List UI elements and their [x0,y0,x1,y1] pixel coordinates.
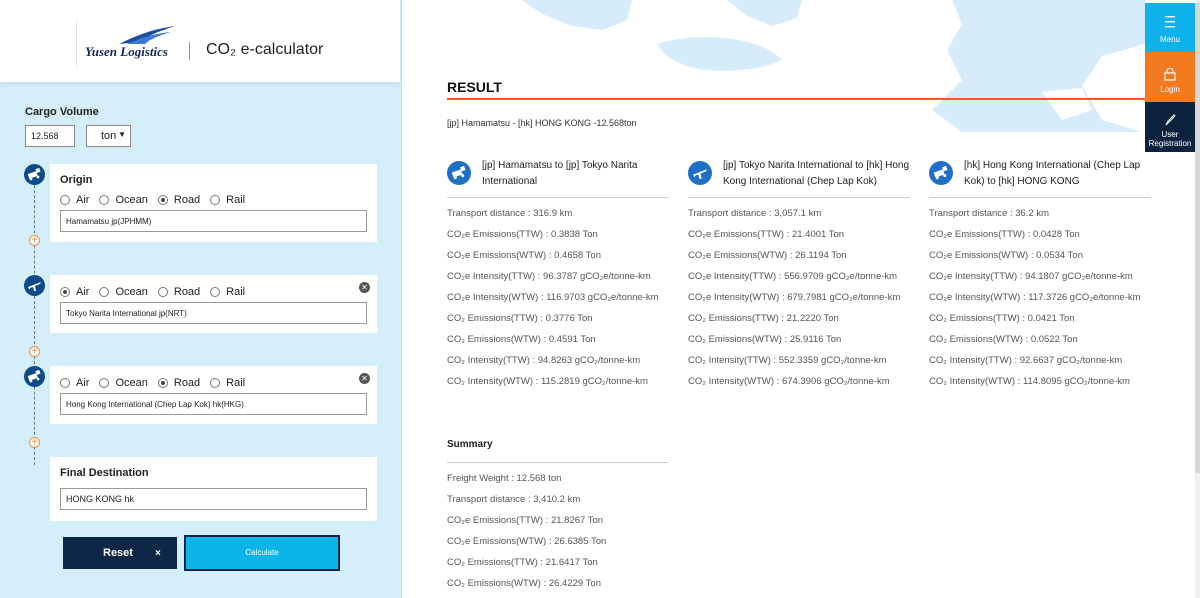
yusen-logo[interactable] [76,20,186,68]
metric-item: CO₂e Intensity(TTW) : 556.9709 gCO₂e/tonne-km [688,271,898,282]
airplane-icon [688,161,712,185]
scrollbar[interactable] [1195,0,1200,598]
leg-title: [hk] Hong Kong International (Chep Lap Kok) to [hk] HONG KONG [964,160,1141,187]
leg-result-3 [929,158,1151,398]
add-stop-button[interactable]: + [29,437,40,448]
leg-metrics [447,209,669,387]
truck-icon [929,161,953,185]
summary-divider [447,462,668,463]
scrollbar-thumb[interactable] [1195,3,1200,473]
metric-item: CO₂ Intensity(TTW) : 92.6637 gCO₂/tonne-km [929,355,1123,366]
destination-location-input[interactable]: HONG KONG hk [60,488,367,510]
metric-item: CO₂ Intensity(WTW) : 115.2819 gCO₂/tonne-km [447,376,648,387]
stop2-location-input[interactable]: Hong Kong International (Chep Lap Kok) hk(HKG) [60,393,367,415]
reset-label: Reset [103,547,133,559]
metric-item: CO₂e Intensity(WTW) : 679.7981 gCO₂e/tonne-km [688,292,901,303]
mode-road-radio[interactable]: Road [158,194,200,206]
mode-road-radio[interactable]: Road [158,377,200,389]
pen-icon [1145,114,1195,126]
header-divider [189,42,190,60]
destination-card [50,457,377,521]
airplane-icon [24,275,45,296]
remove-stop-icon[interactable]: ✕ [359,373,370,384]
origin-title: Origin [60,174,93,186]
cargo-volume-label: Cargo Volume [25,106,99,118]
metric-item: CO₂ Emissions(TTW) : 21.2220 Ton [688,313,839,324]
route-timeline [34,175,35,465]
metric-item: CO₂ Intensity(WTW) : 114.8095 gCO₂/tonne-km [929,376,1130,387]
registration-label: Registration [1148,139,1192,148]
mode-air-radio[interactable]: Air [60,286,89,298]
metric-item: CO₂e Emissions(WTW) : 0.4658 Ton [447,250,601,261]
destination-title: Final Destination [60,467,149,479]
metric-item: CO₂ Emissions(TTW) : 0.3776 Ton [447,313,593,324]
metric-item: CO₂e Intensity(TTW) : 96.3787 gCO₂e/tonne-km [447,271,651,282]
cargo-volume-input[interactable]: 12.568 [25,125,75,147]
metric-item: CO₂e Emissions(WTW) : 26.1194 Ton [688,250,847,261]
summary-item: Freight Weight : 12.568 ton [447,473,562,484]
hamburger-icon [1145,15,1195,29]
page-title: CO₂ e-calculator [206,41,324,58]
metric-item: Transport distance : 3,057.1 km [688,208,822,219]
stop1-location-input[interactable]: Tokyo Narita International jp(NRT) [60,302,367,324]
metric-item: CO₂ Emissions(WTW) : 25.9116 Ton [688,334,842,345]
summary-list [447,474,606,598]
stop1-mode-group [60,286,255,298]
world-map-background [402,0,1145,132]
origin-card [50,164,377,242]
summary-item: CO₂e Emissions(TTW) : 21.8267 Ton [447,515,604,526]
leg-title: [jp] Tokyo Narita International to [hk] Hong Kong International (Chep Lap Kok) [723,160,910,187]
menu-label: Menu [1159,35,1180,44]
metric-item: Transport distance : 36.2 km [929,208,1050,219]
mode-ocean-radio[interactable]: Ocean [99,194,147,206]
chevron-down-icon: ▼ [118,130,126,139]
metric-item: CO₂e Intensity(WTW) : 116.9703 gCO₂e/tonne-km [447,292,659,303]
route-summary: [jp] Hamamatsu - [hk] HONG KONG -12.568ton [447,118,637,128]
login-button[interactable] [1145,52,1195,102]
add-stop-button[interactable]: + [29,235,40,246]
calculate-button[interactable]: Calculate [186,537,338,569]
leg-title: [jp] Hamamatsu to [jp] Tokyo Narita International [482,160,638,187]
calculator-panel [0,0,402,598]
mode-air-radio[interactable]: Air [60,194,89,206]
leg-header [447,158,669,198]
stop2-mode-group [60,377,255,389]
origin-location-input[interactable]: Hamamatsu jp(JPHMM) [60,210,367,232]
mode-rail-radio[interactable]: Rail [210,194,245,206]
summary-item: Transport distance : 3,410.2 km [447,494,581,505]
remove-stop-icon[interactable]: ✕ [359,282,370,293]
leg-result-2 [688,158,910,398]
metric-item: CO₂e Emissions(WTW) : 0.0534 Ton [929,250,1083,261]
truck-icon [447,161,471,185]
metric-item: CO₂e Emissions(TTW) : 0.0428 Ton [929,229,1080,240]
summary-item: CO₂e Emissions(WTW) : 26.6385 Ton [447,536,607,547]
leg-result-1 [447,158,669,398]
mode-ocean-radio[interactable]: Ocean [99,377,147,389]
metric-item: CO₂ Intensity(WTW) : 674.3906 gCO₂/tonne-km [688,376,890,387]
mode-air-radio[interactable]: Air [60,377,89,389]
metric-item: CO₂ Intensity(TTW) : 552.3359 gCO₂/tonne-km [688,355,887,366]
metric-item: CO₂e Emissions(TTW) : 0.3838 Ton [447,229,598,240]
stop-card [50,275,377,333]
truck-icon [24,164,45,185]
metric-item: CO₂e Emissions(TTW) : 21.4001 Ton [688,229,845,240]
mode-rail-radio[interactable]: Rail [210,286,245,298]
metric-item: CO₂ Emissions(TTW) : 0.0421 Ton [929,313,1075,324]
unit-select[interactable] [86,125,131,147]
metric-item: CO₂e Intensity(TTW) : 94.1807 gCO₂e/tonne-km [929,271,1133,282]
reset-button[interactable] [63,537,177,569]
login-label: Login [1160,85,1180,94]
leg-header [929,158,1151,198]
logo-text: Yusen Logistics [85,44,168,59]
summary-title: Summary [447,439,493,450]
metric-item: CO₂e Intensity(WTW) : 117.3726 gCO₂e/tonne-km [929,292,1141,303]
user-label: User [1161,130,1179,139]
mode-road-radio[interactable]: Road [158,286,200,298]
mode-rail-radio[interactable]: Rail [210,377,245,389]
summary-item: CO₂ Emissions(TTW) : 21.6417 Ton [447,557,598,568]
stop-card [50,366,377,424]
metric-item: Transport distance : 316.9 km [447,208,573,219]
user-registration-button[interactable] [1145,102,1195,152]
result-divider [447,98,1145,100]
metric-item: CO₂ Emissions(WTW) : 0.0522 Ton [929,334,1078,345]
summary-item: CO₂ Emissions(WTW) : 26.4229 Ton [447,578,601,589]
leg-metrics [688,209,910,387]
result-header: RESULT [447,79,502,95]
truck-icon [24,366,45,387]
lock-icon [1145,68,1195,81]
menu-button[interactable] [1145,3,1195,52]
leg-metrics [929,209,1151,387]
mode-ocean-radio[interactable]: Ocean [99,286,147,298]
leg-header [688,158,910,198]
close-icon: × [155,548,161,559]
unit-select-value: ton [101,130,117,142]
origin-mode-group [60,194,255,206]
metric-item: CO₂ Intensity(TTW) : 94.8263 gCO₂/tonne-km [447,355,641,366]
add-stop-button[interactable]: + [29,346,40,357]
app-header [0,0,400,82]
metric-item: CO₂ Emissions(WTW) : 0.4591 Ton [447,334,596,345]
